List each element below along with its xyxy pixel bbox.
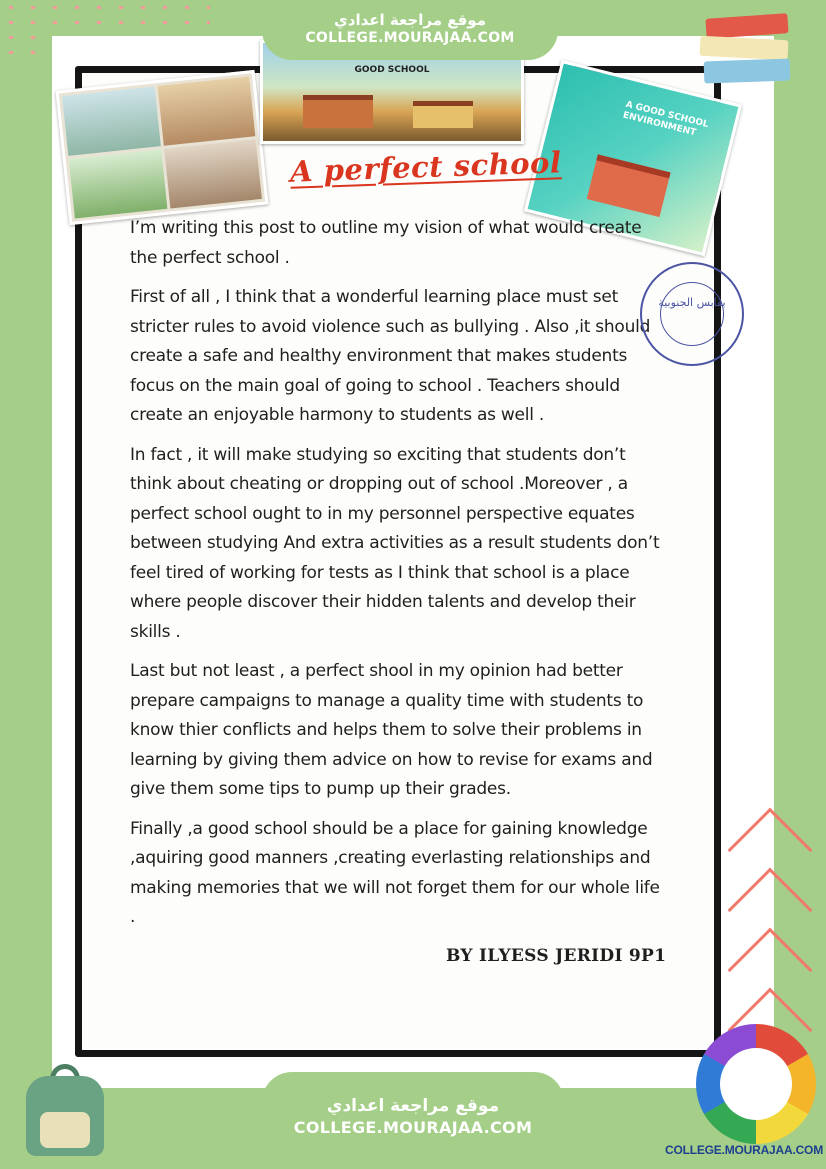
paragraph-intro: I’m writing this post to outline my vision of what would create the perfect school . [130,218,642,268]
backpack-icon [18,1060,110,1158]
paragraph-in-fact: In fact , it will make studying so exciting that students don’t think about cheating or dropping out of school .Moreover , a perfect school ought to in my personnel perspective equates between studying And extra activities as a result students don’t feel tired of working for tests as I think that school is a place where people discover their hidden talents and develop their skills . [130,444,660,642]
essay-body [130,214,670,943]
good-school-label: GOOD SCHOOL [354,65,430,75]
header-site-name: موقع مراجعة اعدادي [334,11,486,29]
stamp-text: بقابس الجنوبية [658,296,726,309]
essay-title: A perfect school [289,145,562,189]
paragraph-last: Last but not least , a perfect shool in my opinion had better prepare campaigns to manage a quality time with students to know thier conflicts and helps them to solve their problems in learning by giving them advice on how to revise for exams and give them some tips to pump up their grades. [130,661,653,799]
paragraph-first: First of all , I think that a wonderful learning place must set stricter rules to avoid violence such as bullying . Also ,it should create a safe and healthy environment that makes students focus on the main goal of going to school . Teachers should create an enjoyable harmony to students as well . [130,287,651,425]
author-signature: BY ILYESS JERIDI 9P1 [446,946,667,966]
books-icon [700,12,800,90]
header-site-url[interactable]: COLLEGE.MOURAJAA.COM [305,30,515,46]
official-stamp [640,262,744,366]
header-tab [262,0,558,60]
school-environment-label: A GOOD SCHOOL ENVIRONMENT [621,99,710,139]
paragraph-finally: Finally ,a good school should be a place for gaining knowledge ,aquiring good manners ,creating everlasting relationships and making memories that we will not forget them for our whole life . [130,818,660,927]
site-logo-icon [696,1024,816,1144]
school-collage-image [55,70,268,225]
logo-url-text[interactable]: COLLEGE.MOURAJAA.COM [664,1143,823,1157]
footer-site-url[interactable]: COLLEGE.MOURAJAA.COM [293,1118,533,1137]
footer-site-name: موقع مراجعة اعدادي [326,1096,500,1116]
footer-tab [262,1072,564,1169]
